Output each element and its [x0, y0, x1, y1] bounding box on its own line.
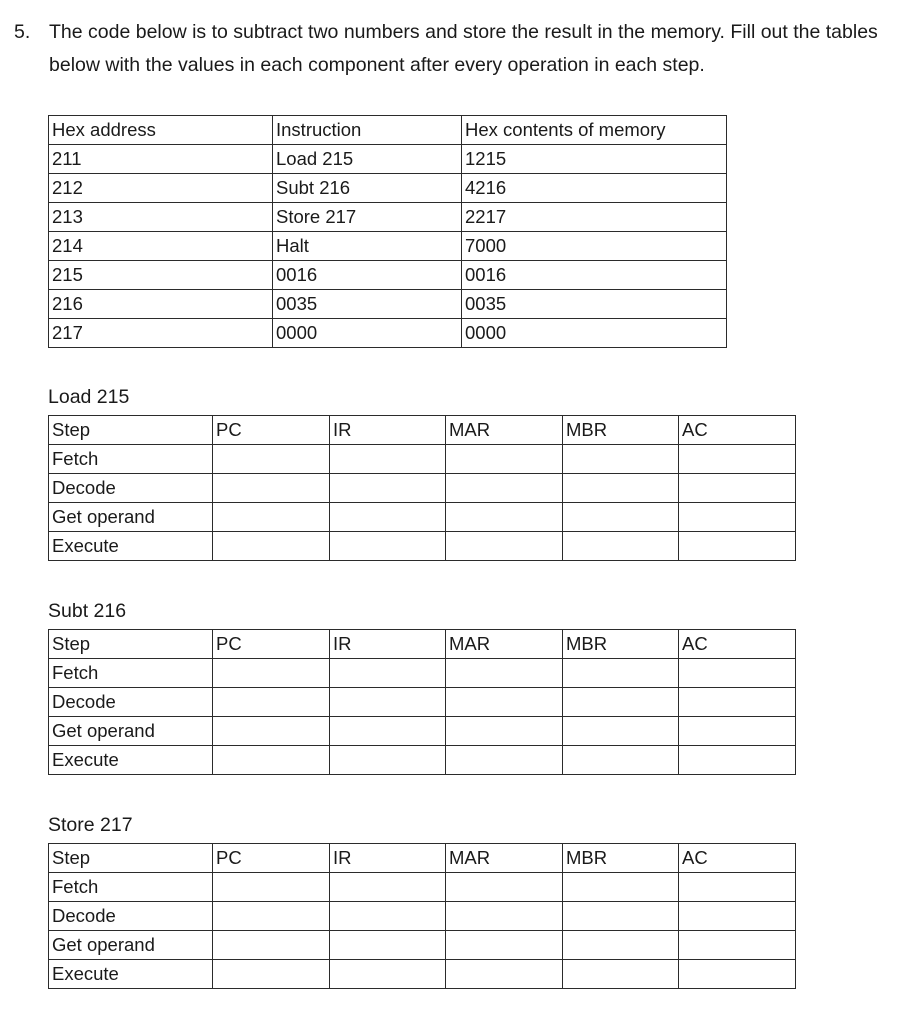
mbr-cell[interactable]	[563, 532, 679, 561]
step-table-header-row	[49, 416, 796, 445]
mar-cell[interactable]	[446, 503, 563, 532]
table-row	[49, 174, 727, 203]
step-label: Decode	[49, 688, 213, 717]
table-row	[49, 232, 727, 261]
mar-cell[interactable]	[446, 717, 563, 746]
memory-header-address: Hex address	[49, 116, 273, 145]
memory-contents-cell: 4216	[462, 174, 727, 203]
ir-cell[interactable]	[330, 931, 446, 960]
mbr-cell[interactable]	[563, 931, 679, 960]
header-mar: MAR	[446, 630, 563, 659]
section-title-load: Load 215	[48, 386, 130, 408]
ac-cell[interactable]	[679, 902, 796, 931]
question-text: The code below is to subtract two numbers and store the result in the memory. Fill out the tables below with the values in each component after every operation in each step.	[49, 21, 878, 76]
step-label: Fetch	[49, 659, 213, 688]
store-step-table	[48, 843, 796, 989]
memory-header-instruction: Instruction	[273, 116, 462, 145]
memory-table-header-row	[49, 116, 727, 145]
mar-cell[interactable]	[446, 688, 563, 717]
pc-cell[interactable]	[213, 960, 330, 989]
step-label: Fetch	[49, 873, 213, 902]
mar-cell[interactable]	[446, 873, 563, 902]
step-table-header-row	[49, 844, 796, 873]
memory-address-cell: 211	[49, 145, 273, 174]
header-ir: IR	[330, 416, 446, 445]
mbr-cell[interactable]	[563, 746, 679, 775]
memory-contents-cell: 1215	[462, 145, 727, 174]
header-ir: IR	[330, 630, 446, 659]
pc-cell[interactable]	[213, 746, 330, 775]
step-label: Get operand	[49, 717, 213, 746]
mar-cell[interactable]	[446, 474, 563, 503]
mbr-cell[interactable]	[563, 902, 679, 931]
step-label: Fetch	[49, 445, 213, 474]
mar-cell[interactable]	[446, 445, 563, 474]
mbr-cell[interactable]	[563, 659, 679, 688]
pc-cell[interactable]	[213, 503, 330, 532]
ac-cell[interactable]	[679, 688, 796, 717]
question-block	[14, 16, 894, 82]
table-row	[49, 474, 796, 503]
memory-address-cell: 216	[49, 290, 273, 319]
pc-cell[interactable]	[213, 445, 330, 474]
mar-cell[interactable]	[446, 659, 563, 688]
ac-cell[interactable]	[679, 532, 796, 561]
pc-cell[interactable]	[213, 659, 330, 688]
table-row	[49, 960, 796, 989]
table-row	[49, 145, 727, 174]
ir-cell[interactable]	[330, 717, 446, 746]
table-row	[49, 532, 796, 561]
mbr-cell[interactable]	[563, 960, 679, 989]
ir-cell[interactable]	[330, 474, 446, 503]
table-row	[49, 902, 796, 931]
header-mbr: MBR	[563, 844, 679, 873]
pc-cell[interactable]	[213, 532, 330, 561]
question-number: 5.	[14, 21, 31, 43]
memory-contents-cell: 7000	[462, 232, 727, 261]
header-ac: AC	[679, 630, 796, 659]
mar-cell[interactable]	[446, 746, 563, 775]
step-label: Execute	[49, 746, 213, 775]
ir-cell[interactable]	[330, 873, 446, 902]
header-mar: MAR	[446, 844, 563, 873]
memory-instruction-cell: Halt	[273, 232, 462, 261]
pc-cell[interactable]	[213, 717, 330, 746]
mar-cell[interactable]	[446, 902, 563, 931]
pc-cell[interactable]	[213, 873, 330, 902]
memory-instruction-cell: 0035	[273, 290, 462, 319]
ac-cell[interactable]	[679, 474, 796, 503]
memory-instruction-cell: 0000	[273, 319, 462, 348]
step-table-header-row	[49, 630, 796, 659]
memory-contents-cell: 0035	[462, 290, 727, 319]
step-label: Execute	[49, 532, 213, 561]
table-row	[49, 290, 727, 319]
header-mbr: MBR	[563, 630, 679, 659]
header-step: Step	[49, 630, 213, 659]
mar-cell[interactable]	[446, 931, 563, 960]
header-ir: IR	[330, 844, 446, 873]
mbr-cell[interactable]	[563, 474, 679, 503]
table-row	[49, 659, 796, 688]
step-label: Get operand	[49, 503, 213, 532]
mar-cell[interactable]	[446, 532, 563, 561]
ir-cell[interactable]	[330, 902, 446, 931]
table-row	[49, 688, 796, 717]
memory-instruction-cell: Load 215	[273, 145, 462, 174]
memory-address-cell: 217	[49, 319, 273, 348]
memory-instruction-cell: 0016	[273, 261, 462, 290]
ac-cell[interactable]	[679, 659, 796, 688]
header-mar: MAR	[446, 416, 563, 445]
ac-cell[interactable]	[679, 717, 796, 746]
ir-cell[interactable]	[330, 659, 446, 688]
memory-contents-cell: 2217	[462, 203, 727, 232]
memory-instruction-cell: Store 217	[273, 203, 462, 232]
subt-step-table	[48, 629, 796, 775]
header-pc: PC	[213, 416, 330, 445]
ir-cell[interactable]	[330, 688, 446, 717]
table-row	[49, 203, 727, 232]
mbr-cell[interactable]	[563, 873, 679, 902]
mar-cell[interactable]	[446, 960, 563, 989]
memory-address-cell: 213	[49, 203, 273, 232]
pc-cell[interactable]	[213, 688, 330, 717]
header-ac: AC	[679, 844, 796, 873]
table-row	[49, 261, 727, 290]
table-row	[49, 717, 796, 746]
header-ac: AC	[679, 416, 796, 445]
step-label: Decode	[49, 474, 213, 503]
table-row	[49, 931, 796, 960]
ir-cell[interactable]	[330, 445, 446, 474]
mbr-cell[interactable]	[563, 503, 679, 532]
section-title-store: Store 217	[48, 814, 133, 836]
step-label: Execute	[49, 960, 213, 989]
header-step: Step	[49, 844, 213, 873]
header-pc: PC	[213, 844, 330, 873]
memory-contents-cell: 0000	[462, 319, 727, 348]
table-row	[49, 319, 727, 348]
ir-cell[interactable]	[330, 503, 446, 532]
header-step: Step	[49, 416, 213, 445]
ir-cell[interactable]	[330, 746, 446, 775]
load-step-table	[48, 415, 796, 561]
header-pc: PC	[213, 630, 330, 659]
step-label: Get operand	[49, 931, 213, 960]
memory-instruction-cell: Subt 216	[273, 174, 462, 203]
memory-address-cell: 212	[49, 174, 273, 203]
memory-address-cell: 215	[49, 261, 273, 290]
table-row	[49, 445, 796, 474]
ac-cell[interactable]	[679, 873, 796, 902]
pc-cell[interactable]	[213, 931, 330, 960]
header-mbr: MBR	[563, 416, 679, 445]
step-label: Decode	[49, 902, 213, 931]
table-row	[49, 873, 796, 902]
pc-cell[interactable]	[213, 474, 330, 503]
ir-cell[interactable]	[330, 532, 446, 561]
pc-cell[interactable]	[213, 902, 330, 931]
ac-cell[interactable]	[679, 931, 796, 960]
memory-contents-cell: 0016	[462, 261, 727, 290]
ac-cell[interactable]	[679, 960, 796, 989]
table-row	[49, 503, 796, 532]
mbr-cell[interactable]	[563, 717, 679, 746]
ir-cell[interactable]	[330, 960, 446, 989]
memory-address-cell: 214	[49, 232, 273, 261]
ac-cell[interactable]	[679, 746, 796, 775]
memory-header-contents: Hex contents of memory	[462, 116, 727, 145]
ac-cell[interactable]	[679, 503, 796, 532]
memory-table	[48, 115, 727, 348]
ac-cell[interactable]	[679, 445, 796, 474]
table-row	[49, 746, 796, 775]
mbr-cell[interactable]	[563, 688, 679, 717]
mbr-cell[interactable]	[563, 445, 679, 474]
section-title-subt: Subt 216	[48, 600, 127, 622]
